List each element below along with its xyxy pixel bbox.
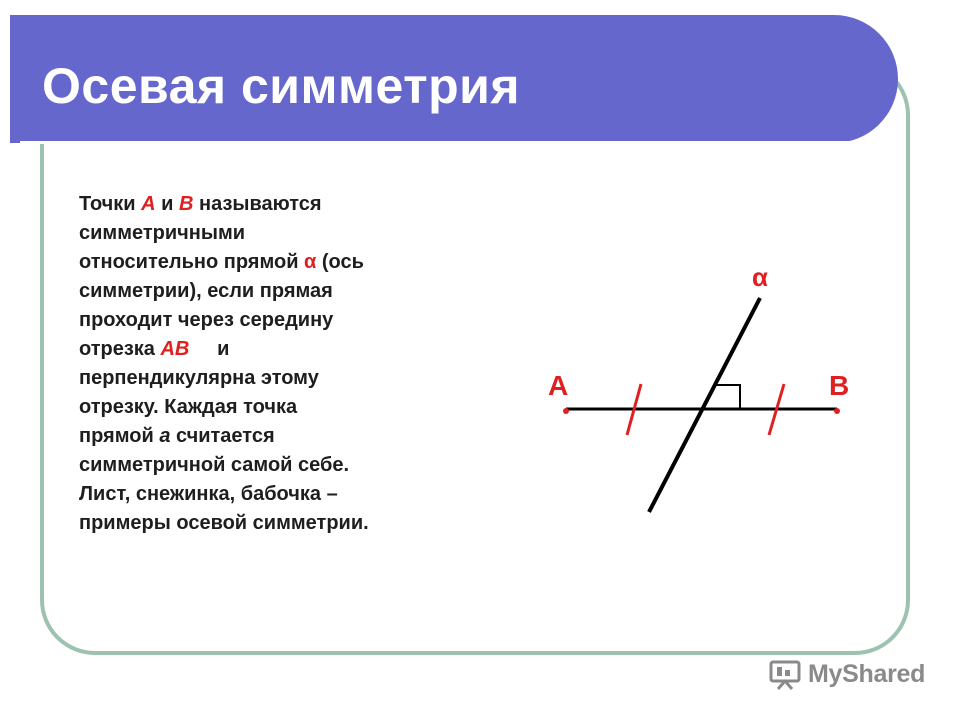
- segment-ref: АВ: [160, 338, 190, 360]
- right-angle-mark: [713, 385, 740, 409]
- text-line: Лист, снежинка, бабочка –: [79, 483, 338, 505]
- line-ref: а: [159, 425, 171, 447]
- text-line: симметричными: [79, 222, 246, 244]
- text-run: (ось: [316, 251, 364, 273]
- point-b-ref: В: [179, 193, 194, 215]
- point-b-dot: [834, 408, 840, 414]
- text-run: и: [155, 193, 180, 215]
- axis-ref: α: [304, 251, 317, 273]
- slide-title: Осевая симметрия: [42, 58, 521, 114]
- text-line: проходит через середину: [79, 309, 334, 331]
- axis-line: [649, 298, 760, 512]
- text-line: отрезку. Каждая точка: [79, 396, 298, 418]
- label-axis: α: [752, 262, 768, 292]
- watermark: [768, 656, 925, 692]
- text-run: отрезка: [79, 338, 161, 360]
- text-line: симметричной самой себе.: [79, 454, 350, 476]
- text-run: называются: [193, 193, 322, 215]
- label-point-b: В: [829, 370, 850, 401]
- text-run: относительно прямой: [79, 251, 305, 273]
- presentation-board-icon: [768, 657, 802, 691]
- point-a-dot: [563, 408, 569, 414]
- text-line: примеры осевой симметрии.: [79, 512, 369, 534]
- text-line: перпендикулярна этому: [79, 367, 319, 389]
- point-a-ref: А: [141, 193, 156, 215]
- label-point-a: А: [548, 370, 569, 401]
- watermark-text: MyShared: [808, 659, 926, 688]
- text-run: Точки: [79, 193, 142, 215]
- text-run: и: [189, 338, 230, 360]
- text-line: симметрии), если прямая: [79, 280, 333, 302]
- text-run: прямой: [79, 425, 160, 447]
- text-run: считается: [170, 425, 275, 447]
